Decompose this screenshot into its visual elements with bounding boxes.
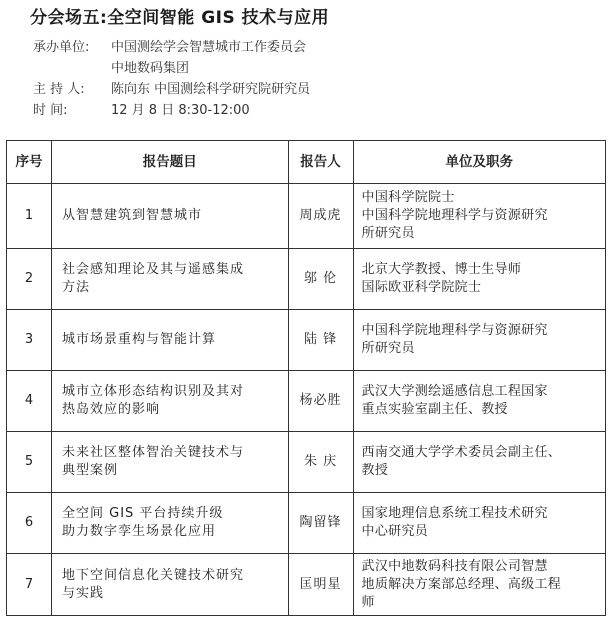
cell-no: 3 — [7, 310, 52, 371]
organizer-line-1: 中国测绘学会智慧城市工作委员会 — [111, 40, 307, 55]
cell-unit — [353, 371, 605, 432]
topic-line: 城市场景重构与智能计算 — [62, 332, 217, 347]
unit-line: 中国科学院地理科学与资源研究 — [361, 208, 548, 223]
cell-reporter: 朱 庆 — [288, 432, 353, 493]
unit-line: 中国科学院院士 — [361, 190, 455, 205]
cell-unit — [353, 249, 605, 310]
table-row — [7, 371, 606, 432]
topic-line: 社会感知理论及其与遥感集成 — [62, 262, 245, 277]
table-row — [7, 184, 606, 249]
unit-line: 北京大学教授、博士生导师 — [361, 262, 522, 277]
cell-topic — [52, 493, 289, 554]
organizer-line-2: 中地数码集团 — [111, 61, 190, 76]
header-unit: 单位及职务 — [353, 141, 605, 184]
cell-unit — [353, 432, 605, 493]
cell-no: 2 — [7, 249, 52, 310]
topic-line: 全空间 GIS 平台持续升级 — [62, 506, 224, 521]
organizer-row — [33, 36, 306, 55]
time-label: 时 间: — [33, 103, 68, 118]
cell-topic — [52, 432, 289, 493]
topic-line: 热岛效应的影响 — [62, 402, 161, 417]
unit-line: 地质解决方案部总经理、高级工程 — [361, 576, 562, 592]
time-value: 12 月 8 日 8:30-12:00 — [111, 103, 250, 118]
cell-reporter: 杨必胜 — [288, 371, 353, 432]
header-topic: 报告题目 — [52, 141, 289, 184]
cell-reporter: 陶留锋 — [288, 493, 353, 554]
cell-reporter: 周成虎 — [288, 184, 353, 249]
table-row — [7, 554, 606, 616]
cell-topic — [52, 184, 289, 249]
header-no: 序号 — [7, 141, 52, 184]
unit-line: 国家地理信息系统工程技术研究 — [361, 506, 548, 521]
cell-reporter: 匡明星 — [288, 554, 353, 616]
cell-no: 5 — [7, 432, 52, 493]
organizer-row-2 — [33, 57, 189, 76]
topic-line: 方法 — [62, 280, 91, 295]
time-row — [33, 99, 250, 118]
unit-line: 重点实验室副主任、教授 — [361, 402, 508, 417]
topic-line: 未来社区整体智治关键技术与 — [62, 445, 245, 460]
unit-line: 武汉大学测绘遥感信息工程国家 — [361, 384, 548, 399]
host-row — [33, 78, 310, 97]
table-row — [7, 310, 606, 371]
cell-unit — [353, 493, 605, 554]
cell-unit — [353, 310, 605, 371]
topic-line: 与实践 — [62, 585, 105, 601]
unit-line: 武汉中地数码科技有限公司智慧 — [361, 558, 548, 574]
cell-no: 4 — [7, 371, 52, 432]
unit-line: 国际欧亚科学院院士 — [361, 280, 482, 295]
cell-no: 1 — [7, 184, 52, 249]
topic-line: 典型案例 — [62, 463, 119, 478]
schedule-table — [6, 140, 606, 616]
unit-line: 所研究员 — [361, 226, 415, 241]
topic-line: 从智慧建筑到智慧城市 — [62, 208, 203, 223]
table-row — [7, 432, 606, 493]
cell-topic — [52, 371, 289, 432]
topic-line: 城市立体形态结构识别及其对 — [62, 384, 245, 399]
host-value: 陈向东 中国测绘科学研究院研究员 — [111, 82, 311, 97]
cell-topic — [52, 310, 289, 371]
topic-line: 地下空间信息化关键技术研究 — [62, 567, 245, 583]
cell-unit — [353, 554, 605, 616]
host-label: 主 持 人: — [33, 82, 85, 97]
table-row — [7, 249, 606, 310]
cell-no: 7 — [7, 554, 52, 616]
unit-line: 所研究员 — [361, 341, 415, 356]
unit-line: 中国科学院地理科学与资源研究 — [361, 323, 548, 338]
cell-no: 6 — [7, 493, 52, 554]
unit-line: 教授 — [361, 463, 389, 478]
cell-reporter: 邬 伦 — [288, 249, 353, 310]
table-header-row — [7, 141, 606, 184]
header-reporter: 报告人 — [288, 141, 353, 184]
cell-topic — [52, 554, 289, 616]
cell-reporter: 陆 锋 — [288, 310, 353, 371]
topic-line: 助力数字孪生场景化应用 — [62, 524, 217, 539]
unit-line: 中心研究员 — [361, 524, 429, 539]
page-title: 分会场五:全空间智能 GIS 技术与应用 — [30, 8, 330, 28]
unit-line: 师 — [361, 594, 375, 610]
cell-topic — [52, 249, 289, 310]
unit-line: 西南交通大学学术委员会副主任、 — [361, 445, 562, 460]
organizer-label: 承办单位: — [33, 40, 90, 55]
table-row — [7, 493, 606, 554]
cell-unit — [353, 184, 605, 249]
